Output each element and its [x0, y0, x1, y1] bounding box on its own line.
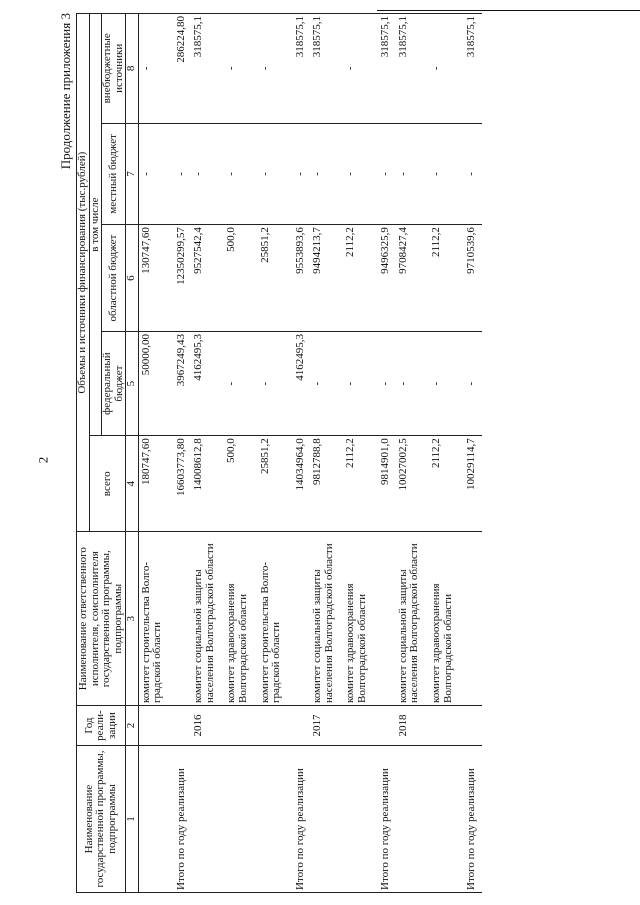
cell-program: Итого по году реализации: [172, 746, 192, 893]
cell-federal: -: [396, 332, 429, 436]
table-row: [258, 14, 291, 893]
cell-total: 10029114,7: [462, 436, 482, 532]
cell-executor: комитет здравоохранения Волгоградской области: [224, 532, 257, 706]
cell-federal: -: [376, 332, 396, 436]
header-year: Год реали-зации: [77, 706, 126, 746]
cell-total: 14008612,8: [191, 436, 224, 532]
cell-federal: 3967249,43: [172, 332, 192, 436]
cell-regional: 9553893,6: [291, 225, 311, 332]
cell-local: -: [429, 123, 462, 225]
cell-year: [172, 706, 192, 746]
cell-regional: 2112,2: [429, 225, 462, 332]
cell-extra: -: [343, 14, 376, 124]
cell-local: -: [172, 123, 192, 225]
cell-year: [343, 706, 376, 746]
cell-program: [310, 746, 343, 893]
header-regional: областной бюджет: [102, 225, 126, 332]
header-program: Наименование государственной программы, подпрограммы: [77, 746, 126, 893]
col-num: 2: [126, 706, 139, 746]
cell-program: Итого по году реализации: [376, 746, 396, 893]
col-num: 3: [126, 532, 139, 706]
cell-total: 500,0: [224, 436, 257, 532]
cell-regional: 500,0: [224, 225, 257, 332]
cell-local: -: [191, 123, 224, 225]
header-extra: внебюджетные источники: [102, 14, 126, 124]
cell-year: [138, 706, 172, 746]
cell-extra: 318575,1: [462, 14, 482, 124]
table-row: [191, 14, 224, 893]
cell-regional: 9496325,9: [376, 225, 396, 332]
cell-extra: -: [429, 14, 462, 124]
cell-year: [258, 706, 291, 746]
cell-total: 10027002,5: [396, 436, 429, 532]
cell-total: 16603773,80: [172, 436, 192, 532]
rotated-page: [60, 13, 630, 893]
cell-extra: -: [258, 14, 291, 124]
cell-extra: 318575,1: [191, 14, 224, 124]
cell-year: [224, 706, 257, 746]
cell-total: 14034964,0: [291, 436, 311, 532]
page-number: 2: [35, 456, 51, 464]
table-row-total: [462, 14, 482, 893]
cell-federal: -: [462, 332, 482, 436]
cell-local: -: [224, 123, 257, 225]
cell-program: [224, 746, 257, 893]
cell-executor: комитет здравоохранения Волгоградской области: [343, 532, 376, 706]
cell-executor: [172, 532, 192, 706]
cell-program: [343, 746, 376, 893]
table-row-total: [172, 14, 192, 893]
cell-year: [462, 706, 482, 746]
cell-total: 9812788,8: [310, 436, 343, 532]
cell-regional: 9527542,4: [191, 225, 224, 332]
cell-regional: 130747,60: [138, 225, 172, 332]
header-executor: Наименование ответственного исполнителя, соисполнителя государственной программы, подпрограммы: [77, 532, 126, 706]
header-in-that-number: в том числе: [89, 14, 102, 436]
cell-executor: комитет строительства Волго-градской области: [258, 532, 291, 706]
cell-regional: 9494213,7: [310, 225, 343, 332]
cell-executor: комитет социальной защиты населения Волгоградской области: [396, 532, 429, 706]
continuation-title: Продолжение приложения 3: [58, 13, 73, 170]
table-row: [396, 14, 429, 893]
cell-program: [258, 746, 291, 893]
cell-extra: 318575,1: [291, 14, 311, 124]
top-rule: [377, 10, 640, 11]
cell-executor: комитет здравоохранения Волгоградской области: [429, 532, 462, 706]
cell-extra: 318575,1: [396, 14, 429, 124]
cell-extra: 286224,80: [172, 14, 192, 124]
cell-year: 2016: [191, 706, 224, 746]
cell-extra: -: [138, 14, 172, 124]
cell-federal: -: [429, 332, 462, 436]
cell-regional: 9710539,6: [462, 225, 482, 332]
cell-executor: комитет социальной защиты населения Волгоградской области: [310, 532, 343, 706]
cell-federal: 4162495,3: [291, 332, 311, 436]
col-num: 4: [126, 436, 139, 532]
cell-executor: [291, 532, 311, 706]
cell-local: -: [258, 123, 291, 225]
cell-year: [376, 706, 396, 746]
cell-program: Итого по году реализации: [462, 746, 482, 893]
cell-total: 25851,2: [258, 436, 291, 532]
cell-federal: -: [310, 332, 343, 436]
header-numbers-row: [126, 14, 139, 893]
cell-executor: комитет строительства Волго-градской области: [138, 532, 172, 706]
table-row: [429, 14, 462, 893]
cell-extra: 318575,1: [376, 14, 396, 124]
cell-total: 9814901,0: [376, 436, 396, 532]
cell-total: 180747,60: [138, 436, 172, 532]
table-row-total: [291, 14, 311, 893]
cell-local: -: [291, 123, 311, 225]
cell-total: 2112,2: [343, 436, 376, 532]
cell-extra: 318575,1: [310, 14, 343, 124]
cell-federal: -: [224, 332, 257, 436]
cell-federal: -: [258, 332, 291, 436]
cell-executor: [462, 532, 482, 706]
table-row: [224, 14, 257, 893]
header-federal: федеральный бюджет: [102, 332, 126, 436]
cell-federal: 4162495,3: [191, 332, 224, 436]
cell-local: -: [462, 123, 482, 225]
cell-program: [429, 746, 462, 893]
cell-program: Итого по году реализации: [291, 746, 311, 893]
cell-year: [429, 706, 462, 746]
cell-extra: -: [224, 14, 257, 124]
table-row-total: [376, 14, 396, 893]
cell-year: [291, 706, 311, 746]
cell-local: -: [343, 123, 376, 225]
table-row: [310, 14, 343, 893]
table-row: [138, 14, 172, 893]
col-num: 6: [126, 225, 139, 332]
cell-program: [138, 746, 172, 893]
cell-regional: 25851,2: [258, 225, 291, 332]
cell-local: -: [310, 123, 343, 225]
cell-program: [396, 746, 429, 893]
col-num: 1: [126, 746, 139, 893]
cell-total: 2112,2: [429, 436, 462, 532]
funding-table: [76, 13, 482, 893]
cell-year: 2018: [396, 706, 429, 746]
cell-local: -: [396, 123, 429, 225]
cell-executor: [376, 532, 396, 706]
cell-regional: 2112,2: [343, 225, 376, 332]
header-total: всего: [89, 436, 126, 532]
cell-regional: 9708427,4: [396, 225, 429, 332]
cell-federal: 50000,00: [138, 332, 172, 436]
col-num: 7: [126, 123, 139, 225]
header-local: местный бюджет: [102, 123, 126, 225]
cell-local: -: [138, 123, 172, 225]
cell-executor: комитет социальной защиты населения Волгоградской области: [191, 532, 224, 706]
cell-program: [191, 746, 224, 893]
cell-regional: 12350299,57: [172, 225, 192, 332]
col-num: 8: [126, 14, 139, 124]
cell-year: 2017: [310, 706, 343, 746]
cell-federal: -: [343, 332, 376, 436]
col-num: 5: [126, 332, 139, 436]
cell-local: -: [376, 123, 396, 225]
header-funding-group: Объемы и источники финансирования (тыс.рублей): [77, 14, 90, 532]
table-row: [343, 14, 376, 893]
